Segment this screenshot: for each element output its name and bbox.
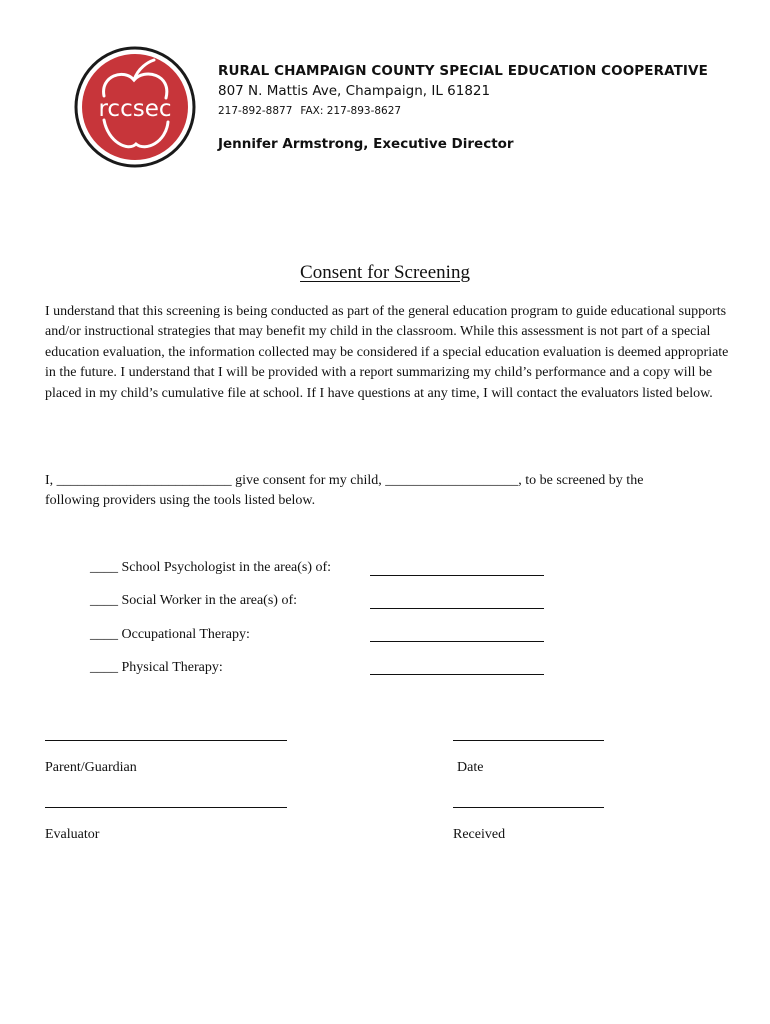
physical-therapy-field[interactable] (370, 674, 544, 675)
date-label: Date (457, 760, 484, 775)
organization-header (218, 63, 708, 117)
consent-line-2: following providers using the tools listed below. (45, 493, 316, 509)
phone-number: 217-892-8877 (218, 105, 293, 117)
consent-line-1: I, _________________________ give consent for my child, ___________________, to be screened by the (45, 473, 644, 488)
document-title: Consent for Screening (300, 262, 470, 283)
consent-statement (45, 471, 735, 512)
logo-text: rccsec (98, 96, 172, 122)
rccsec-logo (74, 46, 196, 168)
provider-occupational-therapy: ____ Occupational Therapy: (90, 627, 250, 642)
date-line[interactable] (453, 740, 604, 741)
parent-guardian-label: Parent/Guardian (45, 760, 137, 775)
consent-paragraph: I understand that this screening is being conducted as part of the general education program to guide educational supports and/or instructional strategies that may benefit my child in the classroom. While this assessment is not part of a special education evaluation, the information collected may be considered if a special education evaluation is deemed appropriate in the future. I understand that I will be provided with a report summarizing my child’s performance and a copy will be placed in my child’s cumulative file at school. If I have questions at any time, I will contact the evaluators listed below. (45, 304, 729, 401)
organization-contact (218, 105, 708, 117)
organization-address: 807 N. Mattis Ave, Champaign, IL 61821 (218, 83, 491, 99)
provider-school-psychologist: ____ School Psychologist in the area(s) of: (90, 560, 332, 575)
school-psychologist-area-field[interactable] (370, 575, 544, 576)
evaluator-signature-line[interactable] (45, 807, 287, 808)
executive-director: Jennifer Armstrong, Executive Director (218, 136, 514, 152)
social-worker-area-field[interactable] (370, 608, 544, 609)
received-label: Received (453, 827, 506, 842)
parent-signature-line[interactable] (45, 740, 287, 741)
received-line[interactable] (453, 807, 604, 808)
occupational-therapy-field[interactable] (370, 641, 544, 642)
evaluator-label: Evaluator (45, 827, 100, 842)
provider-social-worker: ____ Social Worker in the area(s) of: (90, 593, 297, 608)
provider-physical-therapy: ____ Physical Therapy: (90, 660, 223, 675)
fax-number: FAX: 217-893-8627 (300, 105, 402, 117)
organization-name: RURAL CHAMPAIGN COUNTY SPECIAL EDUCATION COOPERATIVE (218, 63, 708, 79)
